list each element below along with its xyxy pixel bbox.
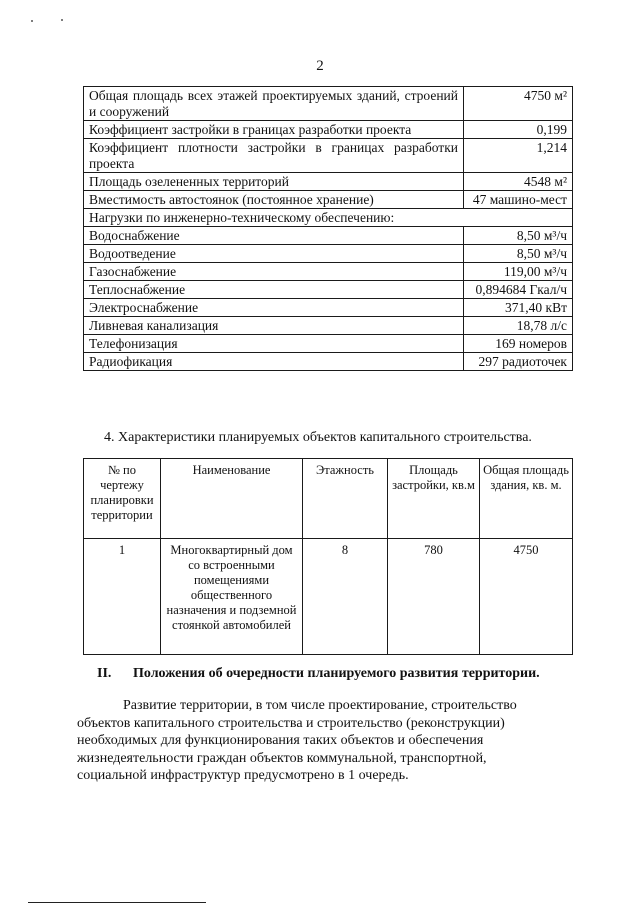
indicator-value: 18,78 л/с bbox=[464, 317, 573, 335]
body-paragraph bbox=[77, 697, 569, 785]
table-row bbox=[84, 245, 573, 263]
indicator-label: Коэффициент плотности застройки в границах разработки проекта bbox=[84, 139, 464, 173]
indicator-value: 8,50 м³/ч bbox=[464, 245, 573, 263]
table-row bbox=[84, 173, 573, 191]
table-header-row bbox=[84, 459, 573, 539]
indicator-value: 8,50 м³/ч bbox=[464, 227, 573, 245]
section-ii-title: Положения об очередности планируемого развития территории. bbox=[133, 666, 540, 681]
indicator-value: 47 машино-мест bbox=[464, 191, 573, 209]
indicator-label: Водоотведение bbox=[84, 245, 464, 263]
scan-artifact-dot bbox=[61, 19, 63, 21]
indicator-value: 297 радиоточек bbox=[464, 353, 573, 371]
table-row bbox=[84, 139, 573, 173]
indicator-label: Ливневая канализация bbox=[84, 317, 464, 335]
indicator-label: Электроснабжение bbox=[84, 299, 464, 317]
table-row bbox=[84, 299, 573, 317]
cell-floors: 8 bbox=[303, 539, 388, 655]
table-row bbox=[84, 353, 573, 371]
cell-name: Многоквартирный дом со встроенными помещениями общественного назначения и подземной стоянкой автомобилей bbox=[161, 539, 303, 655]
section-ii-number: II. bbox=[97, 666, 112, 681]
paragraph-line: Развитие территории, в том числе проектирование, строительство bbox=[123, 698, 517, 713]
table-row bbox=[84, 121, 573, 139]
table-row bbox=[84, 209, 573, 227]
header-floors: Этажность bbox=[303, 459, 388, 539]
table-row bbox=[84, 317, 573, 335]
indicator-value: 169 номеров bbox=[464, 335, 573, 353]
indicator-group-label: Нагрузки по инженерно-техническому обеспечению: bbox=[84, 209, 573, 227]
header-drawing-number: № по чертежу планировки территории bbox=[84, 459, 161, 539]
cell-total-area: 4750 bbox=[480, 539, 573, 655]
table-row bbox=[84, 87, 573, 121]
page-number: 2 bbox=[316, 58, 324, 74]
planned-objects-table bbox=[83, 458, 573, 655]
indicator-value: 0,894684 Гкал/ч bbox=[464, 281, 573, 299]
section-4-title: 4. Характеристики планируемых объектов капитального строительства. bbox=[104, 430, 532, 445]
paragraph-line: жизнедеятельности граждан объектов коммунальной, транспортной, bbox=[77, 750, 487, 766]
header-built-area: Площадь застройки, кв.м bbox=[388, 459, 480, 539]
indicator-value: 4548 м² bbox=[464, 173, 573, 191]
paragraph-line: необходимых для функционирования таких объектов и обеспечения bbox=[77, 733, 484, 748]
indicator-label: Телефонизация bbox=[84, 335, 464, 353]
indicator-value: 1,214 bbox=[464, 139, 573, 173]
indicator-label: Радиофикация bbox=[84, 353, 464, 371]
header-name: Наименование bbox=[161, 459, 303, 539]
table-row bbox=[84, 263, 573, 281]
indicator-label: Коэффициент застройки в границах разработки проекта bbox=[84, 121, 464, 139]
indicators-table bbox=[83, 86, 573, 371]
cell-built-area: 780 bbox=[388, 539, 480, 655]
table-row bbox=[84, 335, 573, 353]
indicator-label: Вместимость автостоянок (постоянное хранение) bbox=[84, 191, 464, 209]
footnote-separator bbox=[28, 902, 206, 903]
indicator-label: Теплоснабжение bbox=[84, 281, 464, 299]
indicator-label: Общая площадь всех этажей проектируемых зданий, строений и сооружений bbox=[84, 87, 464, 121]
indicator-value: 4750 м² bbox=[464, 87, 573, 121]
indicator-label: Водоснабжение bbox=[84, 227, 464, 245]
scan-artifact-dot bbox=[31, 20, 33, 22]
paragraph-line: социальной инфраструктур предусмотрено в 1 очередь. bbox=[77, 768, 409, 783]
cell-drawing-number: 1 bbox=[84, 539, 161, 655]
header-total-area: Общая площадь здания, кв. м. bbox=[480, 459, 573, 539]
section-ii-heading bbox=[97, 666, 540, 682]
indicator-value: 0,199 bbox=[464, 121, 573, 139]
indicator-label: Газоснабжение bbox=[84, 263, 464, 281]
indicator-value: 119,00 м³/ч bbox=[464, 263, 573, 281]
table-row bbox=[84, 539, 573, 655]
table-row bbox=[84, 191, 573, 209]
indicator-label: Площадь озелененных территорий bbox=[84, 173, 464, 191]
table-row bbox=[84, 227, 573, 245]
table-row bbox=[84, 281, 573, 299]
paragraph-line: объектов капитального строительства и строительство (реконструкции) bbox=[77, 715, 505, 731]
indicator-value: 371,40 кВт bbox=[464, 299, 573, 317]
